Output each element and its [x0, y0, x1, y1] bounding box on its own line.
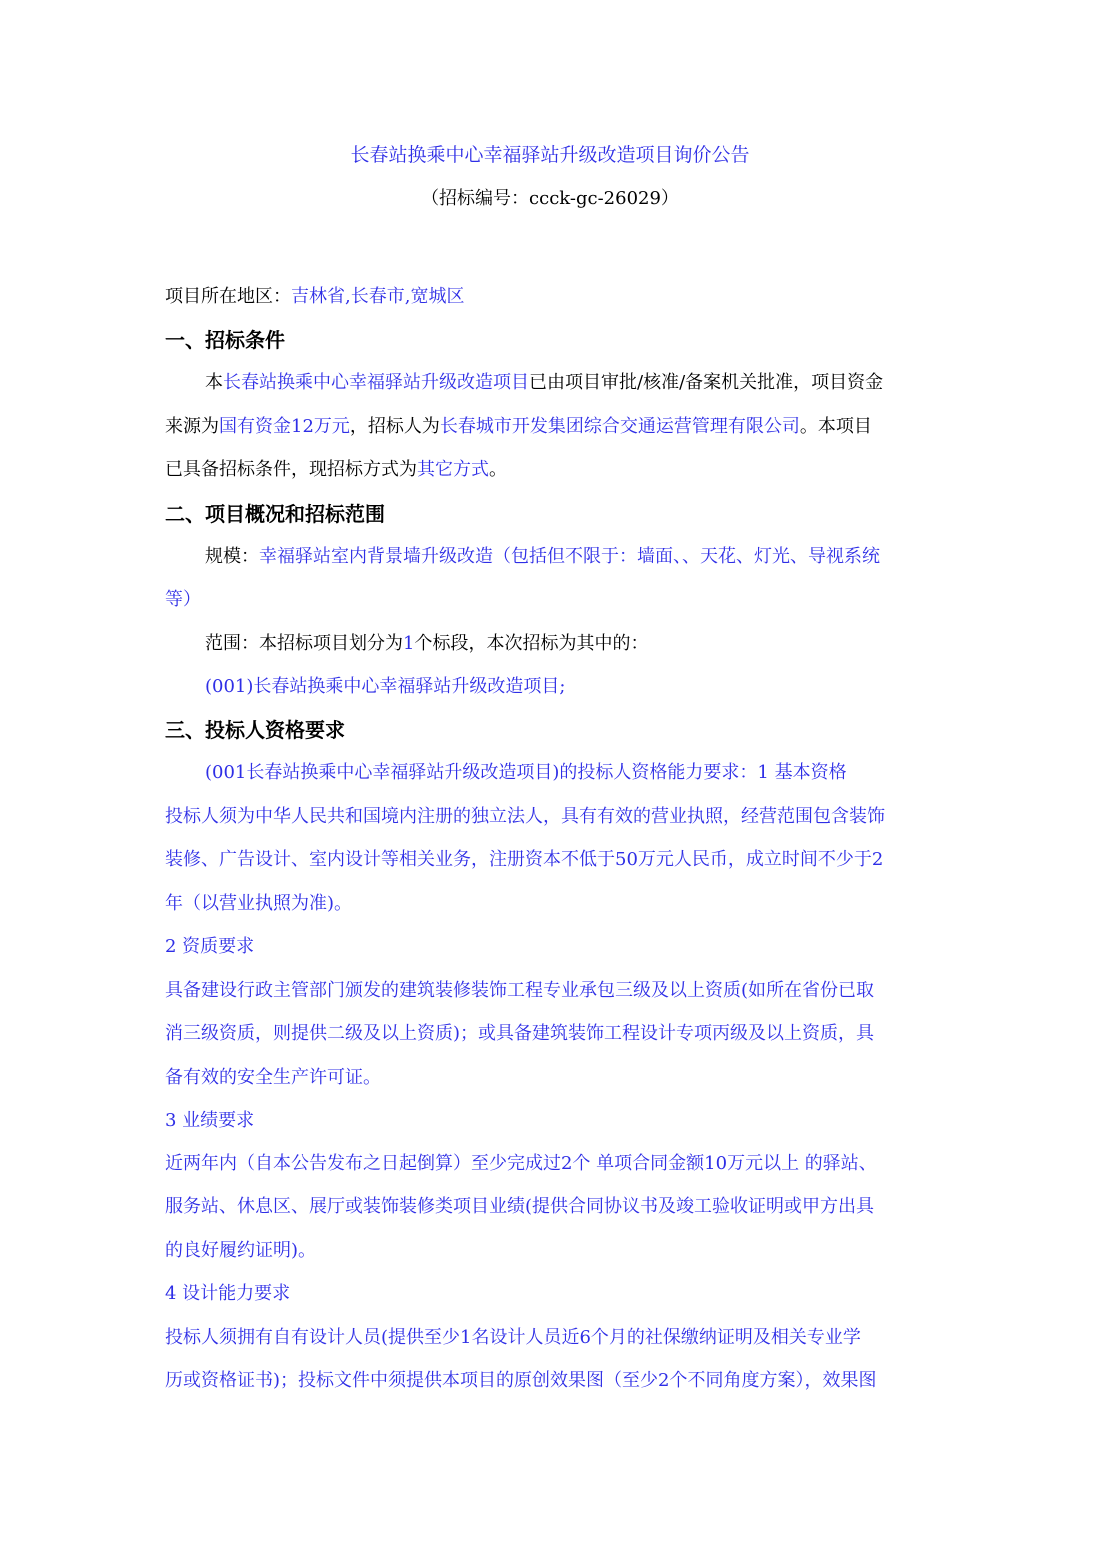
region-label: 项目所在地区：	[165, 286, 291, 307]
s3-line-15: 历或资格证书)；投标文件中须提供本项目的原创效果图（至少2个不同角度方案），效果图	[165, 1370, 877, 1391]
s3-line-7: 消三级资质，则提供二级及以上资质)；或具备建筑装饰工程设计专项丙级及以上资质，具	[165, 1023, 875, 1044]
s3-line-1: (001长春站换乘中心幸福驿站升级改造项目)的投标人资格能力要求：1 基本资格	[205, 762, 847, 783]
s2-range-line	[205, 634, 648, 654]
s2-scale-line-2: 等）	[165, 589, 201, 610]
s3-line-2: 投标人须为中华人民共和国境内注册的独立法人，具有有效的营业执照，经营范围包含装饰	[165, 806, 885, 827]
s2-range-post: 个标段，本次招标为其中的：	[414, 633, 649, 654]
s1-p3-pre: 已具备招标条件，现招标方式为	[165, 459, 417, 480]
page-title: 长春站换乘中心幸福驿站升级改造项目询价公告	[350, 144, 750, 166]
s2-scale-text: 幸福驿站室内背景墙升级改造（包括但不限于：墙面、、天花、灯光、导视系统	[259, 546, 880, 567]
section-3-heading: 三、投标人资格要求	[165, 718, 345, 742]
s3-line-4: 年（以营业执照为准)。	[165, 893, 353, 914]
s1-p2-pre: 来源为	[165, 416, 219, 437]
s1-fund-source: 国有资金12万元	[219, 416, 350, 437]
s3-line-9: 3 业绩要求	[165, 1110, 255, 1131]
s1-project-name: 长春站换乘中心幸福驿站升级改造项目	[223, 372, 529, 393]
s3-line-6: 具备建设行政主管部门颁发的建筑装修装饰工程专业承包三级及以上资质(如所在省份已取	[165, 980, 875, 1001]
s1-p1-text: 本	[205, 372, 223, 393]
bid-number	[165, 184, 935, 210]
section-2-heading: 二、项目概况和招标范围	[165, 502, 385, 526]
region-line	[165, 287, 464, 307]
s1-paragraph-line-2	[165, 417, 872, 437]
s1-tender-method: 其它方式	[417, 459, 489, 480]
s1-p2-mid: ，招标人为	[349, 416, 440, 437]
s3-line-14: 投标人须拥有自有设计人员(提供至少1名设计人员近6个月的社保缴纳证明及相关专业学	[165, 1327, 861, 1348]
s2-lot-item: (001)长春站换乘中心幸福驿站升级改造项目;	[205, 676, 566, 697]
s3-line-10: 近两年内（自本公告发布之日起倒算）至少完成过2个 单项合同金额10万元以上 的驿站、	[165, 1153, 877, 1174]
bid-number-text: （招标编号：ccck-gc-26029）	[421, 188, 679, 209]
s2-scale-label: 规模：	[205, 546, 259, 567]
s3-line-13: 4 设计能力要求	[165, 1283, 291, 1304]
s1-p1-rest: 已由项目审批/核准/备案机关批准，项目资金	[529, 372, 884, 393]
s3-line-11: 服务站、休息区、展厅或装饰装修类项目业绩(提供合同协议书及竣工验收证明或甲方出具	[165, 1196, 875, 1217]
s2-range-pre: 范围：本招标项目划分为	[205, 633, 403, 654]
s1-p3-end: 。	[489, 459, 507, 480]
s1-paragraph-line-3	[165, 460, 507, 480]
s2-lot-count: 1	[403, 633, 415, 654]
s1-p2-end: 。本项目	[799, 416, 872, 437]
s3-line-5: 2 资质要求	[165, 936, 255, 957]
s3-line-12: 的良好履约证明)。	[165, 1240, 317, 1261]
s1-tenderer: 长春城市开发集团综合交通运营管理有限公司	[439, 416, 800, 437]
s2-scale-line-1	[205, 547, 880, 567]
s3-line-3: 装修、广告设计、室内设计等相关业务，注册资本不低于50万元人民币，成立时间不少于2	[165, 849, 884, 870]
s3-line-8: 备有效的安全生产许可证。	[165, 1067, 381, 1088]
s1-paragraph-line-1	[205, 373, 883, 393]
region-value: 吉林省,长春市,宽城区	[291, 286, 465, 307]
section-1-heading: 一、招标条件	[165, 328, 285, 352]
